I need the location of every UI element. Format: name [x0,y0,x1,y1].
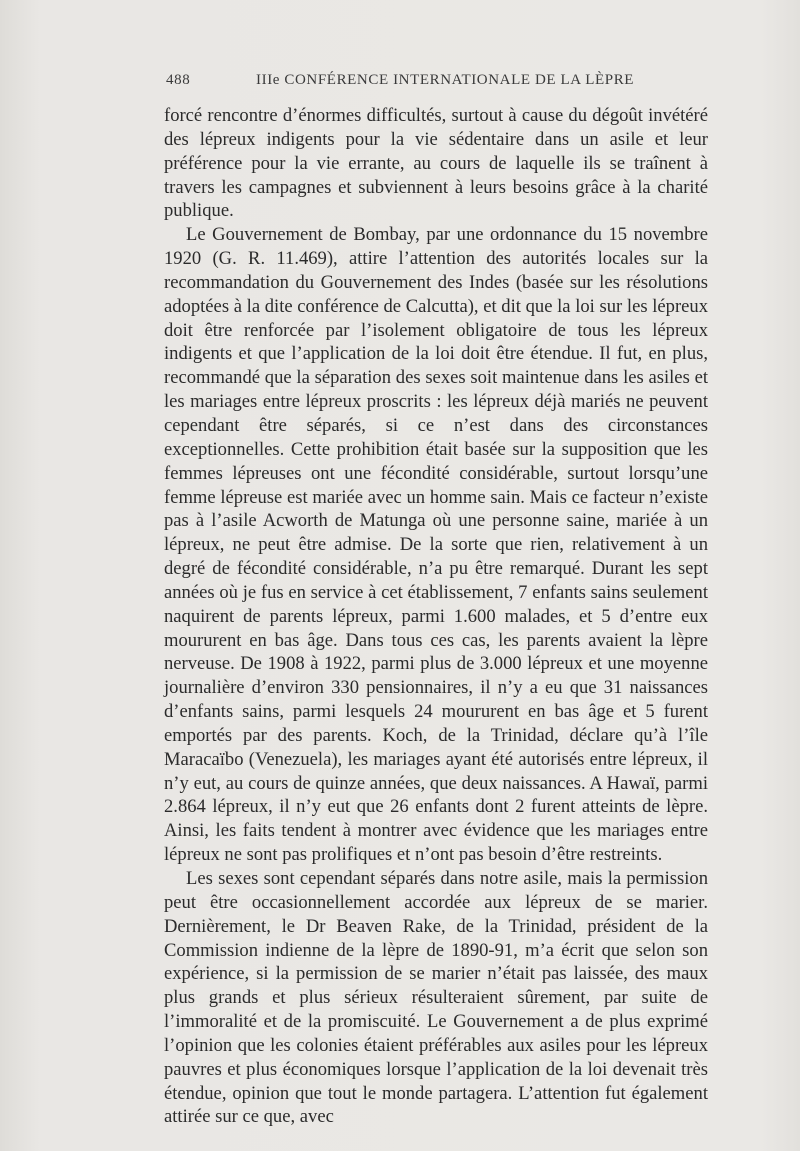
paragraph-1: forcé rencontre d’énormes difficultés, surtout à cause du dégoût invétéré des lépreux indigents pour la vie sédentaire dans un asile et leur préférence pour la vie errante, au cours de laquelle ils se traînent à travers les campagnes et subviennent à leurs besoins grâce à la charité publique. [164,105,708,222]
page-number: 488 [166,72,191,88]
paragraph-2: Le Gouvernement de Bombay, par une ordonnance du 15 novembre 1920 (G. R. 11.469), attire l’attention des autorités locales sur la recommandation du Gouvernement des Indes (basée sur les résolutions adoptées à la dite conférence de Calcutta), et dit que la loi sur les lépreux doit être renforcée par l’isolement obligatoire de tous les lépreux indigents et que l’application de la loi doit être étendue. Il fut, en plus, recommandé que la séparation des sexes soit maintenue dans les asiles et les mariages entre lépreux proscrits : les lépreux déjà mariés ne peuvent cependant être séparés, si ce n’est dans des circonstances exceptionnelles. Cette prohibition était basée sur la supposition que les femmes lépreuses ont une fécondité considérable, surtout lorsqu’une femme lépreuse est mariée avec un homme sain. Mais ce facteur n’existe pas à l’asile Acworth de Matunga où une personne saine, mariée à un lépreux, ne peut être admise. De la sorte que rien, relativement à un degré de fécondité considérable, n’a pu être remarqué. Durant les sept années où je fus en service à cet établissement, 7 enfants sains seulement naquirent de parents lépreux, parmi 1.600 malades, et 5 d’entre eux moururent en bas âge. Dans tous ces cas, les parents avaient la lèpre nerveuse. De 1908 à 1922, parmi plus de 3.000 lépreux et une moyenne journalière d’environ 330 pensionnaires, il n’y a eu que 31 naissances d’enfants sains, parmi lesquels 24 moururent en bas âge et 5 furent emportés par des parents. Koch, de la Trinidad, déclare qu’à l’île Maracaïbo (Venezuela), les mariages ayant été autorisés entre lépreux, il n’y eut, au cours de quinze années, que deux naissances. A Hawaï, parmi 2.864 lépreux, il n’y eut que 26 enfants dont 2 furent atteints de lèpre. Ainsi, les faits tendent à montrer avec évidence que les mariages entre lépreux ne sont pas prolifiques et n’ont pas besoin d’être restreints. [164,224,708,866]
body-text [164,104,708,1129]
running-title: IIIe CONFÉRENCE INTERNATIONALE DE LA LÈPRE [256,72,635,88]
paragraph-3: Les sexes sont cependant séparés dans notre asile, mais la permission peut être occasionnellement accordée aux lépreux de se marier. Dernièrement, le Dr Beaven Rake, de la Trinidad, président de la Commission indienne de la lèpre de 1890-91, m’a écrit que selon son expérience, si la permission de se marier n’était pas laissée, des maux plus grands et plus sérieux résulteraient sûrement, par suite de l’immoralité et de la promiscuité. Le Gouvernement a de plus exprimé l’opinion que les colonies étaient préférables aux asiles pour les lépreux pauvres et plus économiques lorsque l’application de la loi devenait très étendue, opinion que tout le monde partagera. L’attention fut également attirée sur ce que, avec [164,868,708,1128]
page-header [166,72,708,94]
